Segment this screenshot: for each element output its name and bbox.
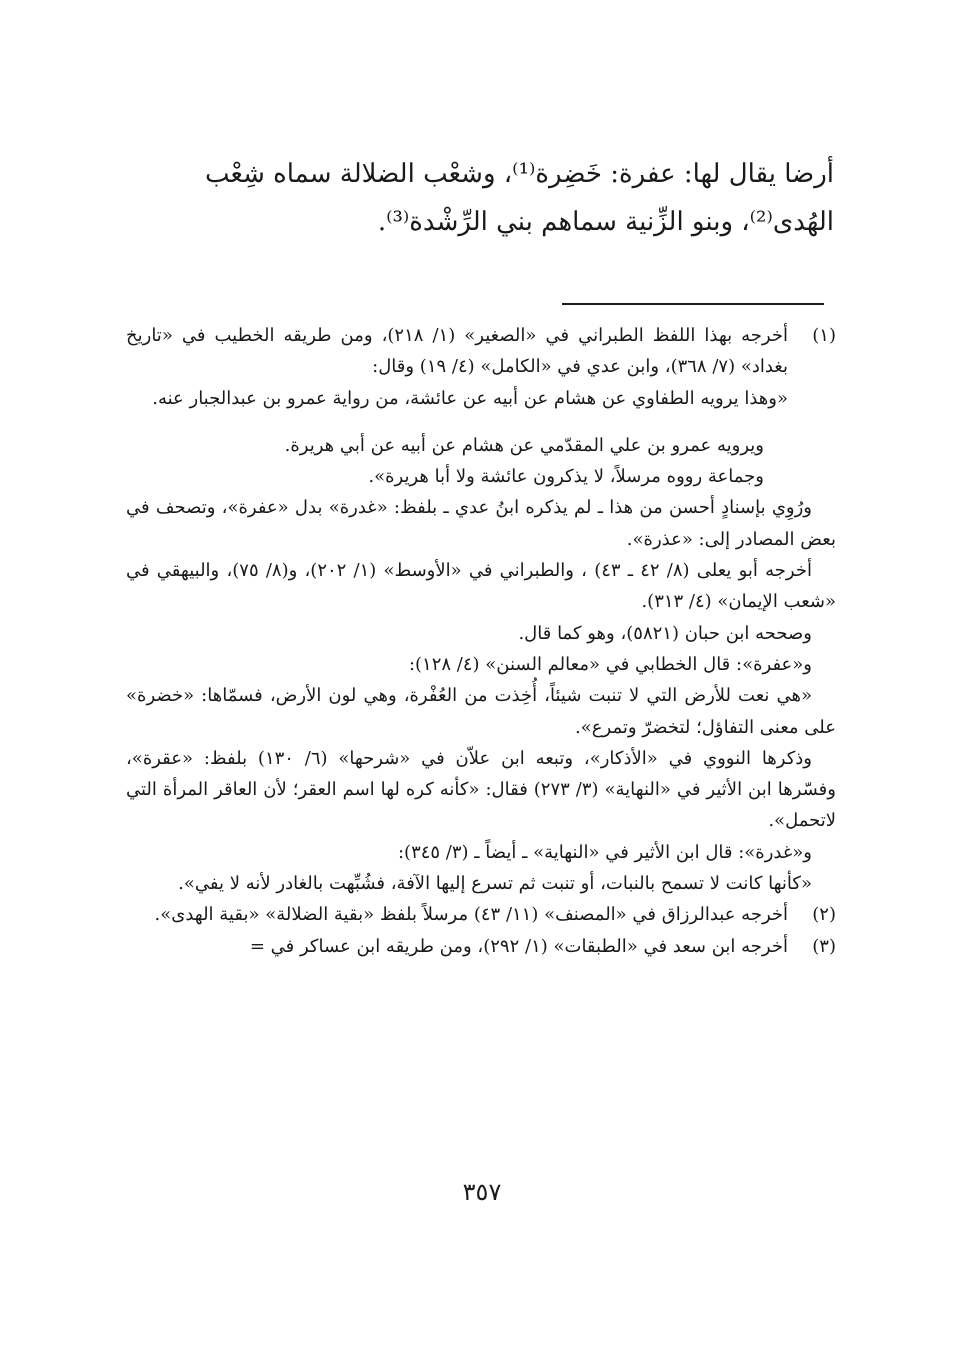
footnote-number: (١) xyxy=(812,325,836,346)
footnote-paragraph: أخرجه بهذا اللفظ الطبراني في «الصغير» (١/ ٢١٨)، ومن طريقه الخطيب في «تاريخ بغداد» (٧/ ٣٦٨)، وابن عدي في «الكامل» (٤/ ١٩) وقال: xyxy=(126,325,788,378)
footnote-paragraph: أخرجه ابن سعد في «الطبقات» (١/ ٢٩٢)، ومن طريقه ابن عساكر في = xyxy=(249,935,788,957)
footnote-paragraph: وصححه ابن حبان (٥٨٢١)، وهو كما قال. xyxy=(518,622,812,644)
footnote-2 xyxy=(126,899,836,930)
footnote-paragraph: و«عفرة»: قال الخطابي في «معالم السنن» (٤/ ١٢٨): xyxy=(408,653,812,675)
footnote-paragraph: ورُوِي بإسنادٍ أحسن من هذا ـ لم يذكره ابنُ عدي ـ بلفظ: «غدرة» بدل «عفرة»، وتصحف في بعض المصادر إلى: «عذرة». xyxy=(126,497,836,550)
footnote-commentary xyxy=(126,492,836,899)
footnote-paragraph: أخرجه أبو يعلى (٨/ ٤٢ ـ ٤٣) ، والطبراني في «الأوسط» (١/ ٢٠٢)، و(٨/ ٧٥)، والبيهقي في «شعب الإيمان» (٤/ ٣١٣). xyxy=(126,560,836,613)
footnote-body xyxy=(126,931,788,962)
footnote-3 xyxy=(126,931,836,962)
footnote-paragraph: وذكرها النووي في «الأذكار»، وتبعه ابن علاّن في «شرحها» (٦/ ١٣٠) بلفظ: «عقرة»، وفسّرها ابن الأثير في «النهاية» (٣/ ٢٧٣) فقال: «كأنه كره لها اسم العقر؛ لأن العاقر المرأة التي لاتحمل». xyxy=(126,747,836,832)
footnote-body xyxy=(126,414,788,493)
footnote-body xyxy=(126,320,788,414)
main-text-line: الهُدى⁽²⁾، وبنو الزِّنية سماهم بني الرِّشْدة⁽³⁾. xyxy=(377,207,834,237)
footnote-quote: «كأنها كانت لا تسمح بالنبات، أو تنبت ثم تسرع إليها الآفة، فشُبِّهت بالغادر لأنه لا يفي». xyxy=(178,873,812,895)
footnote-body xyxy=(126,899,788,930)
footnote-paragraph: وجماعة رووه مرسلاً، لا يذكرون عائشة ولا أبا هريرة». xyxy=(368,466,764,488)
footnote-paragraph: أخرجه عبدالرزاق في «المصنف» (١١/ ٤٣) مرسلاً بلفظ «بقية الضلالة» «بقية الهدى». xyxy=(154,904,788,926)
footnote-number: (٢) xyxy=(812,904,836,926)
footnote-separator xyxy=(562,303,824,305)
footnote-quote: «هي نعت للأرض التي لا تنبت شيئاً، أُخِذت من العُفْرة، وهي لون الأرض، فسمّاها: «خضرة» على معنى التفاؤل؛ لتخضرّ وتمرع». xyxy=(126,685,836,738)
page-number: ٣٥٧ xyxy=(462,1178,502,1206)
main-text-line: أرضا يقال لها: عفرة: خَضِرة⁽¹⁾، وشعْب الضلالة سماه شِعْب xyxy=(205,159,834,189)
footnote-1-commentary xyxy=(126,492,836,899)
footnotes xyxy=(126,320,836,962)
footnote-1 xyxy=(126,320,836,414)
footnote-paragraph: و«غدرة»: قال ابن الأثير في «النهاية» ـ أيضاً ـ (٣/ ٣٤٥): xyxy=(397,841,812,863)
main-text xyxy=(129,150,834,246)
footnote-quote: «وهذا يرويه الطفاوي عن هشام عن أبيه عن عائشة، من رواية عمرو بن عبدالجبار عنه. xyxy=(152,387,788,409)
footnote-paragraph: ويرويه عمرو بن علي المقدّمي عن هشام عن أبيه عن أبي هريرة. xyxy=(284,434,764,456)
footnote-number: (٣) xyxy=(812,935,836,957)
footnote-1-continued xyxy=(126,414,836,493)
